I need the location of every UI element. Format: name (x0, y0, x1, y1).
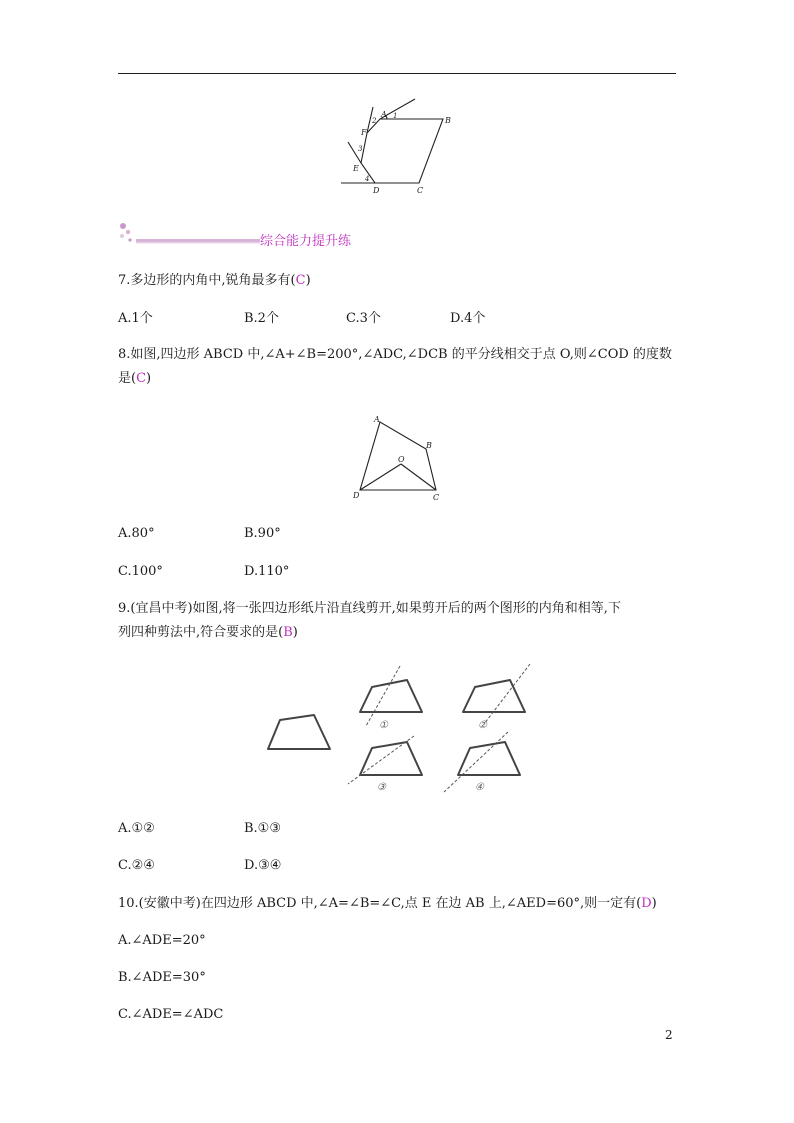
section-heading (118, 222, 418, 248)
figure-quadrilateral-abcd (350, 412, 450, 502)
label-angle2: 2 (372, 117, 377, 125)
header-rule (118, 73, 676, 74)
q9-stem-line1: 9.(宜昌中考)如图,将一张四边形纸片沿直线剪开,如果剪开后的两个图形的内角和相等,下 (118, 601, 621, 616)
q9-answer: B (283, 625, 293, 640)
page-number: 2 (665, 1028, 673, 1042)
q9-option-c: C.②④ (118, 858, 155, 873)
label-4: ④ (475, 782, 484, 793)
q7-option-a: A.1个 (118, 311, 153, 326)
label-C: C (433, 493, 440, 502)
q8-answer: C (136, 371, 147, 386)
label-O: O (398, 455, 405, 464)
label-A: A (381, 110, 387, 119)
q9-option-d: D.③④ (244, 858, 282, 873)
q10-answer: D (641, 896, 652, 911)
q10-option-c: C.∠ADE=∠ADC (118, 1007, 224, 1022)
q8-option-a: A.80° (118, 526, 155, 541)
cut-shape-3 (360, 742, 422, 775)
q8-option-c: C.100° (118, 564, 163, 579)
label-B: B (426, 441, 432, 450)
q9-stem-line2: 列四种剪法中,符合要求的是(B) (118, 625, 298, 640)
label-E: E (353, 164, 359, 173)
cut-shape-2 (463, 680, 525, 712)
label-angle4: 4 (365, 175, 370, 183)
cut-line-1 (366, 666, 400, 726)
q10-option-b: B.∠ADE=30° (118, 970, 206, 985)
label-2: ② (478, 720, 487, 731)
label-C: C (417, 186, 424, 195)
label-A: A (374, 415, 380, 424)
q8-stem-line2: 是(C) (118, 371, 152, 386)
label-angle3: 3 (358, 145, 363, 153)
label-3: ③ (377, 782, 386, 793)
label-B: B (445, 116, 451, 125)
label-D: D (353, 491, 360, 500)
original-quadrilateral (268, 715, 330, 749)
q10-stem: 10.(安徽中考)在四边形 ABCD 中,∠A=∠B=∠C,点 E 在边 AB 上,∠AED=60°,则一定有(D) (118, 896, 657, 911)
section-title: 综合能力提升练 (260, 234, 352, 249)
label-angle1: 1 (393, 112, 398, 120)
q9-option-a: A.①② (118, 821, 155, 836)
figure-hexagon (335, 95, 465, 200)
section-decoration-icon (118, 222, 268, 248)
cut-shape-1 (360, 680, 422, 712)
cut-line-3 (348, 736, 414, 784)
figure-cut-methods (262, 660, 532, 795)
q9-option-b: B.①③ (244, 821, 281, 836)
label-D: D (373, 186, 380, 195)
q7-stem: 7.多边形的内角中,锐角最多有(C) (118, 273, 311, 288)
q10-option-a: A.∠ADE=20° (118, 933, 206, 948)
q7-answer: C (295, 273, 306, 288)
label-F: F (361, 128, 367, 137)
q8-stem-line1: 8.如图,四边形 ABCD 中,∠A+∠B=200°,∠ADC,∠DCB 的平分线相交于点 O,则∠COD 的度数 (118, 347, 672, 362)
label-1: ① (379, 720, 388, 731)
q8-option-d: D.110° (244, 564, 290, 579)
q7-option-c: C.3个 (346, 311, 381, 326)
q8-option-b: B.90° (244, 526, 281, 541)
cut-line-2 (484, 664, 530, 724)
q7-option-b: B.2个 (244, 311, 279, 326)
q7-option-d: D.4个 (450, 311, 486, 326)
